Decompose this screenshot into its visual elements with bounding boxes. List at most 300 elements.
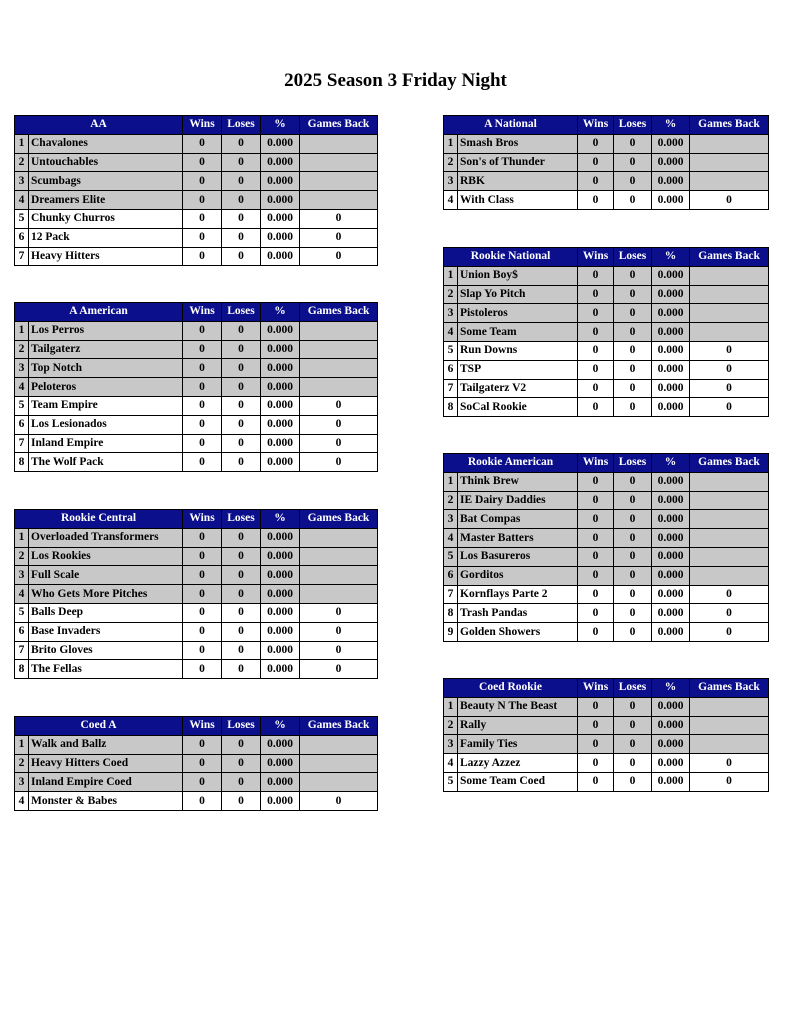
team-name: RBK — [458, 172, 578, 191]
team-loses: 0 — [614, 566, 652, 585]
team-rank: 8 — [444, 604, 458, 623]
team-name: Inland Empire Coed — [29, 773, 183, 792]
division-name: Rookie National — [444, 248, 578, 267]
table-row — [444, 566, 769, 585]
team-name: Peloteros — [29, 378, 183, 397]
team-name: Overloaded Transformers — [29, 528, 183, 547]
team-pct: 0.000 — [261, 792, 300, 811]
team-games-back — [690, 323, 769, 342]
team-rank: 2 — [15, 153, 29, 172]
team-wins: 0 — [183, 660, 222, 679]
team-loses: 0 — [222, 153, 261, 172]
team-loses: 0 — [614, 341, 652, 360]
team-loses: 0 — [222, 754, 261, 773]
team-games-back: 0 — [690, 379, 769, 398]
page-title: 2025 Season 3 Friday Night — [284, 70, 507, 91]
team-rank: 3 — [444, 304, 458, 323]
table-row — [15, 792, 378, 811]
team-rank: 6 — [444, 360, 458, 379]
team-pct: 0.000 — [652, 697, 690, 716]
team-rank: 4 — [444, 323, 458, 342]
team-loses: 0 — [614, 754, 652, 773]
team-games-back — [300, 340, 378, 359]
team-loses: 0 — [614, 772, 652, 791]
team-games-back: 0 — [300, 434, 378, 453]
team-name: Untouchables — [29, 153, 183, 172]
team-wins: 0 — [578, 341, 614, 360]
team-name: Pistoleros — [458, 304, 578, 323]
team-pct: 0.000 — [652, 304, 690, 323]
team-name: Full Scale — [29, 566, 183, 585]
team-pct: 0.000 — [261, 228, 300, 247]
team-name: Heavy Hitters Coed — [29, 754, 183, 773]
team-name: Union Boy$ — [458, 266, 578, 285]
team-name: Dreamers Elite — [29, 191, 183, 210]
header-loses: Loses — [222, 303, 261, 322]
division-name: Coed Rookie — [444, 679, 578, 698]
table-row — [444, 491, 769, 510]
header-loses: Loses — [614, 454, 652, 473]
team-name: Monster & Babes — [29, 792, 183, 811]
table-row — [444, 754, 769, 773]
team-games-back: 0 — [300, 247, 378, 266]
team-name: Heavy Hitters — [29, 247, 183, 266]
header-wins: Wins — [183, 303, 222, 322]
header-wins: Wins — [578, 679, 614, 698]
table-row — [15, 378, 378, 397]
team-wins: 0 — [183, 359, 222, 378]
team-rank: 2 — [15, 340, 29, 359]
team-games-back — [690, 304, 769, 323]
team-name: Run Downs — [458, 341, 578, 360]
team-games-back: 0 — [300, 209, 378, 228]
team-pct: 0.000 — [261, 321, 300, 340]
team-games-back — [300, 735, 378, 754]
division-name: Coed A — [15, 717, 183, 736]
table-row — [15, 660, 378, 679]
team-loses: 0 — [222, 247, 261, 266]
team-pct: 0.000 — [652, 379, 690, 398]
team-loses: 0 — [614, 360, 652, 379]
team-loses: 0 — [614, 491, 652, 510]
team-wins: 0 — [578, 191, 614, 210]
team-name: Top Notch — [29, 359, 183, 378]
team-pct: 0.000 — [261, 453, 300, 472]
standings-table-rookie-american — [443, 453, 769, 642]
table-row — [15, 434, 378, 453]
team-name: Family Ties — [458, 735, 578, 754]
team-wins: 0 — [578, 398, 614, 417]
table-row — [444, 266, 769, 285]
table-row — [15, 396, 378, 415]
team-wins: 0 — [578, 266, 614, 285]
team-pct: 0.000 — [652, 323, 690, 342]
team-games-back — [300, 773, 378, 792]
team-name: The Fellas — [29, 660, 183, 679]
team-pct: 0.000 — [652, 585, 690, 604]
team-name: Golden Showers — [458, 623, 578, 642]
team-games-back: 0 — [690, 341, 769, 360]
team-rank: 5 — [15, 396, 29, 415]
team-pct: 0.000 — [261, 773, 300, 792]
team-wins: 0 — [183, 247, 222, 266]
team-pct: 0.000 — [261, 340, 300, 359]
table-row — [444, 341, 769, 360]
team-rank: 6 — [444, 566, 458, 585]
team-wins: 0 — [183, 340, 222, 359]
team-rank: 7 — [444, 379, 458, 398]
team-rank: 7 — [15, 247, 29, 266]
team-name: Beauty N The Beast — [458, 697, 578, 716]
header-games-back: Games Back — [690, 679, 769, 698]
team-games-back: 0 — [690, 398, 769, 417]
team-wins: 0 — [578, 604, 614, 623]
team-rank: 2 — [444, 491, 458, 510]
table-row — [444, 472, 769, 491]
team-games-back — [690, 472, 769, 491]
team-games-back — [300, 585, 378, 604]
team-name: Rally — [458, 716, 578, 735]
table-row — [15, 641, 378, 660]
team-rank: 6 — [15, 228, 29, 247]
team-rank: 1 — [444, 472, 458, 491]
standings-table-rookie-central — [14, 509, 378, 679]
team-name: Bat Compas — [458, 510, 578, 529]
team-loses: 0 — [614, 172, 652, 191]
team-rank: 2 — [444, 716, 458, 735]
team-wins: 0 — [183, 453, 222, 472]
team-wins: 0 — [183, 735, 222, 754]
team-pct: 0.000 — [261, 735, 300, 754]
team-pct: 0.000 — [261, 172, 300, 191]
table-row — [15, 453, 378, 472]
team-pct: 0.000 — [652, 341, 690, 360]
team-pct: 0.000 — [261, 396, 300, 415]
team-rank: 5 — [444, 341, 458, 360]
team-pct: 0.000 — [261, 434, 300, 453]
team-wins: 0 — [578, 491, 614, 510]
table-row — [444, 772, 769, 791]
team-name: Los Lesionados — [29, 415, 183, 434]
team-wins: 0 — [183, 641, 222, 660]
header-games-back: Games Back — [300, 116, 378, 135]
team-wins: 0 — [183, 172, 222, 191]
table-row — [444, 547, 769, 566]
team-name: Trash Pandas — [458, 604, 578, 623]
team-pct: 0.000 — [261, 153, 300, 172]
team-loses: 0 — [222, 622, 261, 641]
team-games-back — [300, 359, 378, 378]
team-rank: 3 — [15, 172, 29, 191]
table-row — [444, 398, 769, 417]
team-loses: 0 — [614, 153, 652, 172]
team-pct: 0.000 — [261, 378, 300, 397]
table-row — [15, 773, 378, 792]
team-loses: 0 — [222, 641, 261, 660]
team-rank: 2 — [15, 754, 29, 773]
team-loses: 0 — [614, 285, 652, 304]
team-name: SoCal Rookie — [458, 398, 578, 417]
standings-table-coed-rookie — [443, 678, 769, 792]
team-loses: 0 — [222, 209, 261, 228]
team-loses: 0 — [614, 398, 652, 417]
team-pct: 0.000 — [652, 134, 690, 153]
header-wins: Wins — [578, 248, 614, 267]
team-wins: 0 — [578, 529, 614, 548]
division-name: A National — [444, 116, 578, 135]
team-name: Smash Bros — [458, 134, 578, 153]
team-games-back — [300, 321, 378, 340]
table-row — [15, 321, 378, 340]
standings-table-aa — [14, 115, 378, 266]
header-wins: Wins — [578, 116, 614, 135]
team-loses: 0 — [222, 660, 261, 679]
standings-table-a-american — [14, 302, 378, 472]
team-games-back — [690, 697, 769, 716]
team-wins: 0 — [578, 716, 614, 735]
team-loses: 0 — [222, 528, 261, 547]
team-games-back: 0 — [690, 360, 769, 379]
team-pct: 0.000 — [261, 134, 300, 153]
table-row — [15, 585, 378, 604]
table-row — [444, 379, 769, 398]
team-wins: 0 — [183, 191, 222, 210]
team-name: Balls Deep — [29, 603, 183, 622]
team-loses: 0 — [614, 191, 652, 210]
table-row — [444, 172, 769, 191]
team-pct: 0.000 — [261, 247, 300, 266]
team-name: Base Invaders — [29, 622, 183, 641]
team-rank: 6 — [15, 415, 29, 434]
table-row — [444, 623, 769, 642]
team-games-back — [300, 378, 378, 397]
team-games-back — [690, 735, 769, 754]
table-row — [444, 285, 769, 304]
team-pct: 0.000 — [261, 603, 300, 622]
team-name: Chunky Churros — [29, 209, 183, 228]
team-loses: 0 — [222, 396, 261, 415]
team-games-back — [300, 172, 378, 191]
team-loses: 0 — [222, 735, 261, 754]
team-loses: 0 — [222, 228, 261, 247]
team-rank: 4 — [444, 754, 458, 773]
team-loses: 0 — [614, 134, 652, 153]
team-pct: 0.000 — [652, 735, 690, 754]
table-row — [15, 359, 378, 378]
team-wins: 0 — [578, 285, 614, 304]
team-wins: 0 — [578, 360, 614, 379]
division-name: A American — [15, 303, 183, 322]
team-rank: 5 — [444, 547, 458, 566]
division-name: AA — [15, 116, 183, 135]
team-name: IE Dairy Daddies — [458, 491, 578, 510]
team-rank: 1 — [444, 266, 458, 285]
team-games-back: 0 — [690, 585, 769, 604]
team-pct: 0.000 — [652, 510, 690, 529]
team-rank: 7 — [444, 585, 458, 604]
header-pct: % — [261, 116, 300, 135]
team-wins: 0 — [578, 754, 614, 773]
team-rank: 4 — [15, 792, 29, 811]
team-loses: 0 — [222, 453, 261, 472]
table-row — [15, 209, 378, 228]
team-wins: 0 — [578, 172, 614, 191]
team-rank: 5 — [444, 772, 458, 791]
team-wins: 0 — [578, 472, 614, 491]
team-pct: 0.000 — [652, 191, 690, 210]
team-pct: 0.000 — [261, 622, 300, 641]
table-row — [15, 735, 378, 754]
team-games-back — [690, 716, 769, 735]
table-row — [15, 340, 378, 359]
team-pct: 0.000 — [652, 754, 690, 773]
team-name: TSP — [458, 360, 578, 379]
team-wins: 0 — [183, 378, 222, 397]
team-loses: 0 — [614, 735, 652, 754]
team-rank: 1 — [15, 321, 29, 340]
team-pct: 0.000 — [652, 529, 690, 548]
table-row — [15, 134, 378, 153]
team-games-back — [690, 547, 769, 566]
team-loses: 0 — [222, 378, 261, 397]
team-pct: 0.000 — [261, 585, 300, 604]
team-games-back: 0 — [300, 641, 378, 660]
team-wins: 0 — [578, 623, 614, 642]
team-loses: 0 — [222, 773, 261, 792]
team-pct: 0.000 — [261, 415, 300, 434]
team-pct: 0.000 — [652, 172, 690, 191]
table-row — [444, 510, 769, 529]
team-pct: 0.000 — [652, 491, 690, 510]
team-name: Scumbags — [29, 172, 183, 191]
team-name: Who Gets More Pitches — [29, 585, 183, 604]
team-rank: 8 — [15, 660, 29, 679]
team-loses: 0 — [614, 604, 652, 623]
team-wins: 0 — [578, 697, 614, 716]
team-loses: 0 — [222, 566, 261, 585]
table-row — [15, 566, 378, 585]
team-games-back — [300, 134, 378, 153]
team-rank: 5 — [15, 603, 29, 622]
team-loses: 0 — [222, 792, 261, 811]
team-name: Son's of Thunder — [458, 153, 578, 172]
team-pct: 0.000 — [261, 209, 300, 228]
team-loses: 0 — [222, 585, 261, 604]
team-name: The Wolf Pack — [29, 453, 183, 472]
team-pct: 0.000 — [261, 547, 300, 566]
table-row — [15, 247, 378, 266]
header-games-back: Games Back — [690, 116, 769, 135]
header-wins: Wins — [183, 510, 222, 529]
team-loses: 0 — [222, 434, 261, 453]
team-wins: 0 — [183, 134, 222, 153]
team-pct: 0.000 — [261, 641, 300, 660]
team-games-back: 0 — [300, 415, 378, 434]
team-pct: 0.000 — [652, 360, 690, 379]
table-row — [444, 735, 769, 754]
header-games-back: Games Back — [690, 454, 769, 473]
header-pct: % — [652, 454, 690, 473]
table-row — [15, 228, 378, 247]
team-pct: 0.000 — [261, 359, 300, 378]
team-rank: 3 — [444, 510, 458, 529]
team-rank: 6 — [15, 622, 29, 641]
team-rank: 4 — [444, 191, 458, 210]
table-row — [444, 323, 769, 342]
team-games-back — [690, 266, 769, 285]
table-row — [444, 716, 769, 735]
team-rank: 2 — [444, 153, 458, 172]
header-loses: Loses — [222, 116, 261, 135]
standings-table-a-national — [443, 115, 769, 210]
team-loses: 0 — [614, 472, 652, 491]
header-wins: Wins — [183, 717, 222, 736]
header-pct: % — [261, 303, 300, 322]
table-row — [444, 304, 769, 323]
team-wins: 0 — [183, 209, 222, 228]
team-pct: 0.000 — [652, 772, 690, 791]
team-pct: 0.000 — [652, 398, 690, 417]
header-games-back: Games Back — [690, 248, 769, 267]
header-pct: % — [261, 510, 300, 529]
team-name: Slap Yo Pitch — [458, 285, 578, 304]
table-row — [15, 754, 378, 773]
team-wins: 0 — [183, 792, 222, 811]
team-loses: 0 — [614, 697, 652, 716]
team-wins: 0 — [183, 396, 222, 415]
table-row — [444, 697, 769, 716]
team-pct: 0.000 — [652, 153, 690, 172]
team-loses: 0 — [222, 415, 261, 434]
team-games-back — [690, 491, 769, 510]
team-wins: 0 — [183, 566, 222, 585]
team-name: Inland Empire — [29, 434, 183, 453]
division-name: Rookie Central — [15, 510, 183, 529]
team-name: Kornflays Parte 2 — [458, 585, 578, 604]
team-games-back: 0 — [300, 622, 378, 641]
table-row — [15, 172, 378, 191]
team-name: Tailgaterz V2 — [458, 379, 578, 398]
table-row — [444, 153, 769, 172]
team-wins: 0 — [578, 510, 614, 529]
table-row — [15, 622, 378, 641]
team-loses: 0 — [614, 266, 652, 285]
team-games-back — [690, 566, 769, 585]
team-games-back — [300, 528, 378, 547]
team-wins: 0 — [183, 547, 222, 566]
team-loses: 0 — [614, 716, 652, 735]
table-row — [15, 191, 378, 210]
team-rank: 1 — [444, 134, 458, 153]
team-wins: 0 — [183, 434, 222, 453]
team-games-back: 0 — [690, 754, 769, 773]
team-games-back — [690, 153, 769, 172]
team-wins: 0 — [578, 772, 614, 791]
team-wins: 0 — [578, 735, 614, 754]
table-row — [444, 529, 769, 548]
team-wins: 0 — [183, 153, 222, 172]
team-rank: 2 — [444, 285, 458, 304]
team-games-back — [690, 510, 769, 529]
team-loses: 0 — [222, 321, 261, 340]
team-loses: 0 — [222, 603, 261, 622]
team-name: Master Batters — [458, 529, 578, 548]
team-games-back: 0 — [300, 396, 378, 415]
team-rank: 4 — [15, 191, 29, 210]
team-rank: 3 — [444, 172, 458, 191]
team-rank: 1 — [15, 134, 29, 153]
team-loses: 0 — [222, 172, 261, 191]
